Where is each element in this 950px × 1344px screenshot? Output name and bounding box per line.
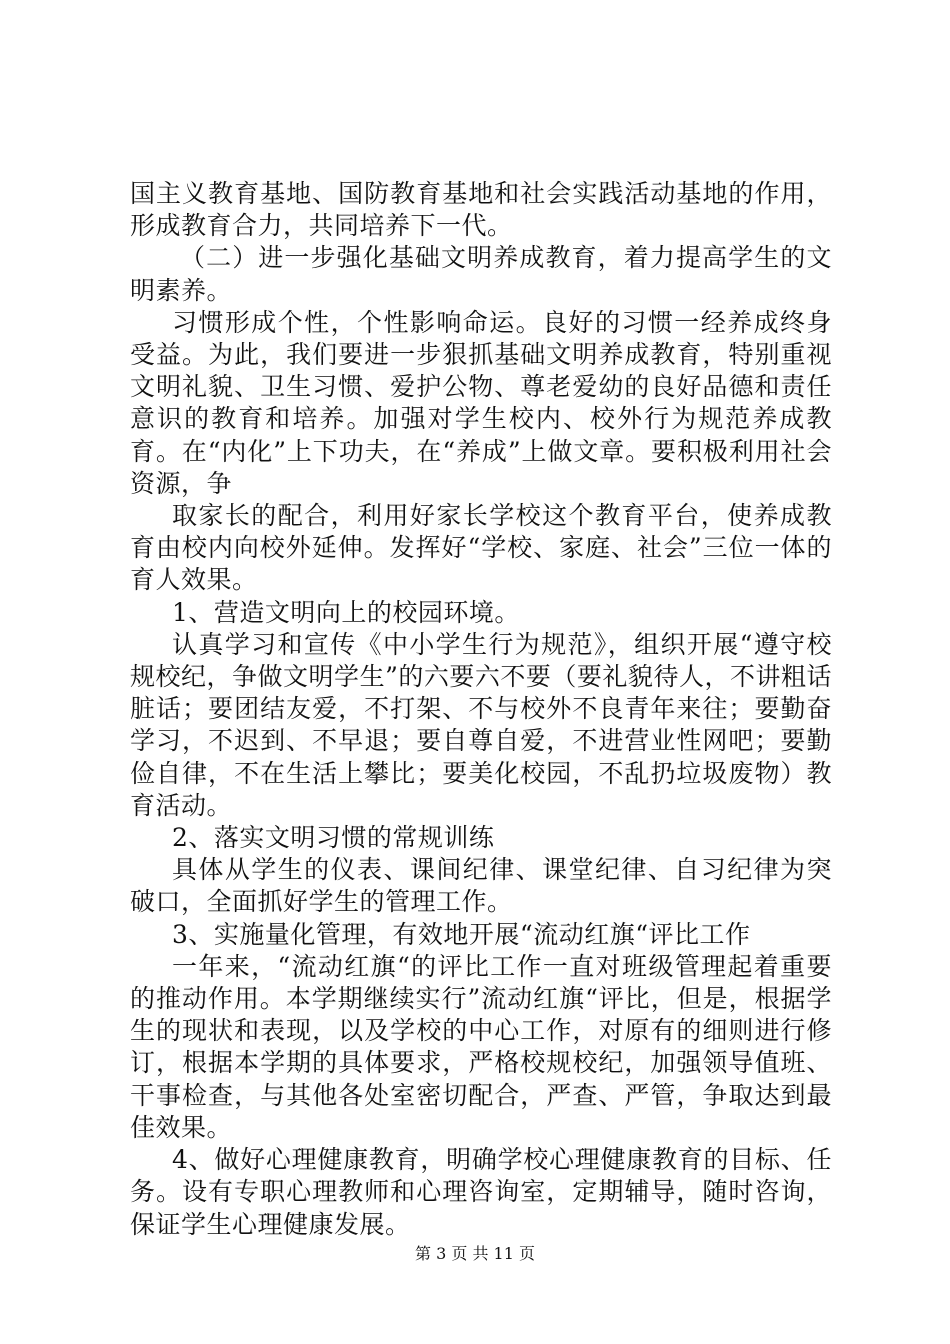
paragraph-10: 一年来，“流动红旗“的评比工作一直对班级管理起着重要的推动作用。本学期继续实行”流动红旗“评比，但是，根据学生的现状和表现，以及学校的中心工作，对原有的细则进行修订，根据本学期的具体要求，严格校规校纪，加强领导值班、干事检查，与其他各处室密切配合，严查、严管，争取达到最佳效果。 [130, 951, 832, 1142]
paragraph-5-heading: 1、营造文明向上的校园环境。 [172, 597, 520, 627]
paragraph-1: 国主义教育基地、国防教育基地和社会实践活动基地的作用，形成教育合力，共同培养下一代。 [130, 179, 832, 241]
paragraph-11: 4、做好心理健康教育，明确学校心理健康教育的目标、任务。设有专职心理教师和心理咨询室，定期辅导，随时咨询，保证学生心理健康发展。 [130, 1145, 832, 1239]
paragraph-7-heading: 2、落实文明习惯的常规训练 [172, 823, 495, 853]
paragraph-9-heading: 3、实施量化管理，有效地开展“流动红旗“评比工作 [172, 919, 751, 949]
paragraph-4: 取家长的配合，利用好家长学校这个教育平台，使养成教育由校内向校外延伸。发挥好“学校、家庭、社会”三位一体的育人效果。 [130, 501, 832, 595]
paragraph-2-heading: （二）进一步强化基础文明养成教育，着力提高学生的文明素养。 [130, 243, 832, 305]
paragraph-6: 认真学习和宣传《中小学生行为规范》，组织开展“遵守校规校纪，争做文明学生”的六要六不要（要礼貌待人，不讲粗话脏话；要团结友爱，不打架、不与校外不良青年来往；要勤奋学习，不迟到、不早退；要自尊自爱，不进营业性网吧；要勤俭自律，不在生活上攀比；要美化校园，不乱扔垃圾废物）教育活动。 [130, 629, 832, 820]
paragraph-8: 具体从学生的仪表、课间纪律、课堂纪律、自习纪律为突破口，全面抓好学生的管理工作。 [130, 855, 832, 917]
page-number-footer: 第 3 页 共 11 页 [415, 1244, 535, 1263]
document-body [130, 178, 832, 1241]
paragraph-3: 习惯形成个性，个性影响命运。良好的习惯一经养成终身受益。为此，我们要进一步狠抓基础文明养成教育，特别重视文明礼貌、卫生习惯、爱护公物、尊老爱幼的良好品德和责任意识的教育和培养。加强对学生校内、校外行为规范养成教育。在“内化”上下功夫，在“养成”上做文章。要积极利用社会资源，争 [130, 307, 832, 498]
